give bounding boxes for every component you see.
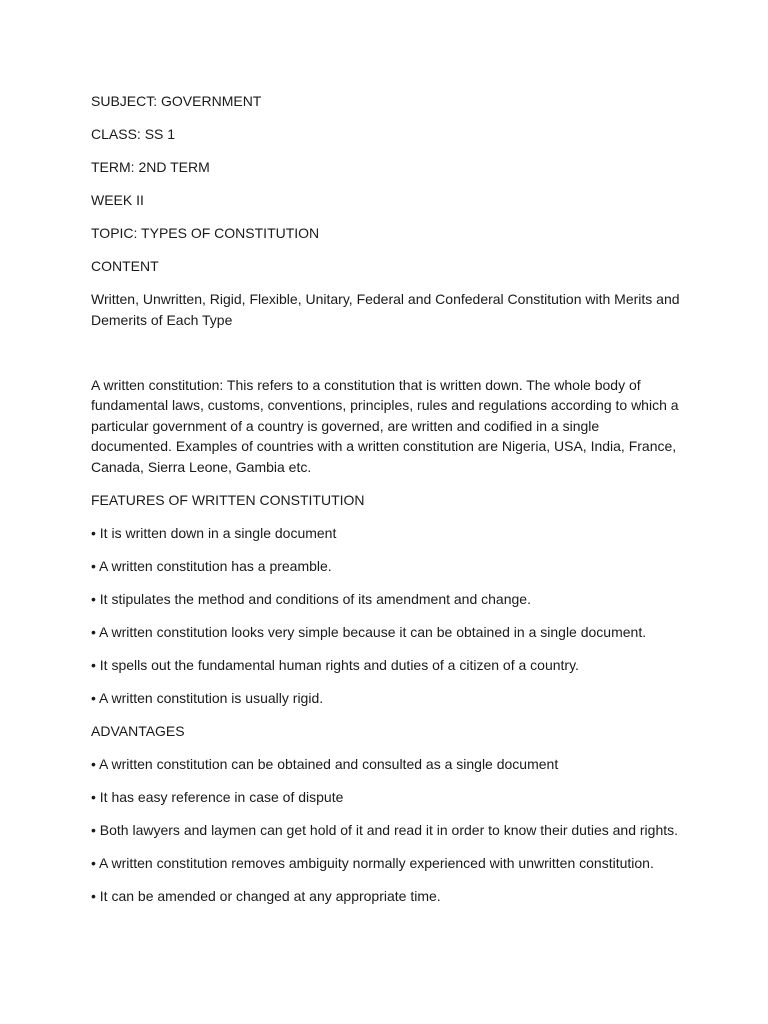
- advantage-item: • Both lawyers and laymen can get hold of it and read it in order to know their duties and rights.: [91, 822, 679, 839]
- document-page: [91, 91, 681, 920]
- term-line: TERM: 2ND TERM: [91, 159, 210, 175]
- written-constitution-definition: A written constitution: This refers to a constitution that is written down. The whole body of fundamental laws, customs, conventions, principles, rules and regulations according to which a particular government of a country is governed, are written and codified in a single documented. Examples of countries with a written constitution are Nigeria, USA, India, France, Canada, Sierra Leone, Gambia etc.: [91, 376, 679, 475]
- section-spacer: [91, 343, 681, 375]
- advantages-heading: ADVANTAGES: [91, 723, 185, 740]
- feature-item: • A written constitution has a preamble.: [91, 557, 332, 574]
- topic-line: TOPIC: TYPES OF CONSTITUTION: [91, 225, 320, 241]
- content-text: Written, Unwritten, Rigid, Flexible, Unitary, Federal and Confederal Constitution with Merits and Demerits of Each Type: [91, 291, 680, 328]
- feature-item: • It stipulates the method and conditions of its amendment and change.: [91, 590, 531, 607]
- advantage-item: • It has easy reference in case of dispute: [91, 789, 344, 806]
- advantage-item: • It can be amended or changed at any appropriate time.: [91, 888, 441, 905]
- features-heading: FEATURES OF WRITTEN CONSTITUTION: [91, 491, 365, 508]
- feature-item: • It spells out the fundamental human rights and duties of a citizen of a country.: [91, 656, 579, 673]
- content-heading: CONTENT: [91, 258, 159, 274]
- week-line: WEEK II: [91, 192, 144, 208]
- advantage-item: • A written constitution can be obtained and consulted as a single document: [91, 756, 559, 773]
- feature-item: • It is written down in a single document: [91, 524, 337, 541]
- subject-line: SUBJECT: GOVERNMENT: [91, 93, 262, 109]
- feature-item: • A written constitution is usually rigid.: [91, 689, 324, 706]
- advantage-item: • A written constitution removes ambiguity normally experienced with unwritten constitution.: [91, 855, 654, 872]
- feature-item: • A written constitution looks very simple because it can be obtained in a single document.: [91, 623, 647, 640]
- class-line: CLASS: SS 1: [91, 126, 176, 142]
